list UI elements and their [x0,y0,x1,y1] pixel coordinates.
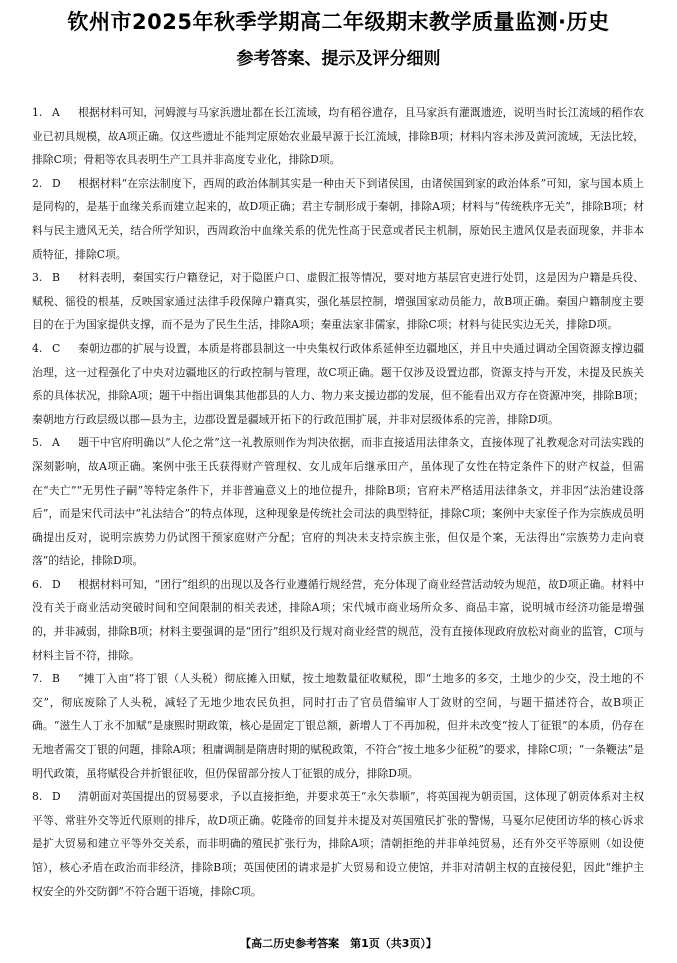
explanation-text: 根据材料“在宗法制度下，西周的政治体制其实是一种由天下到诸侯国，由诸侯国到家的政治体系”可知，家与国本质上是同构的，是基于血缘关系而建立起来的，故D项正确；君主专制形成于秦朝，排除A项；材料与“传统秩序无关”，排除B项；材料与民主遗风无关，结合所学知识，西周政治中血缘关系的优先性高于民意或者民主机制，原始民主遗风仅是表面现象，并非本质特征，排除C项。 [32,176,644,261]
page-subtitle: 参考答案、提示及评分细则 [236,49,441,69]
question-number: 2. [32,176,43,190]
question-number: 8. [32,790,43,804]
answer-item [32,337,644,431]
answer-item [32,266,644,337]
answer-explanation [32,101,644,172]
answer-item [32,667,644,785]
explanation-text: 根据材料可知，“团行”组织的出现以及各行业遵循行规经营，充分体现了商业经营活动较为规范，故D项正确。材料中没有关于商业活动突破时间和空间限制的相关表述，排除A项；宋代城市商业场所众多、商品丰富，说明城市经济功能是增强的，并非减弱，排除B项；材料主要强调的是“团行”组织及行规对商业经营的规范，没有直接体现政府放松对商业的监管，C项与材料主旨不符，排除。 [32,577,644,662]
question-number: 6. [32,577,43,591]
answer-explanation [32,431,644,573]
answer-explanation [32,573,644,667]
answer-explanation [32,266,644,337]
question-number: 7. [32,672,43,686]
answer-letter: B [52,271,60,285]
answer-item [32,573,644,667]
answer-item [32,172,644,266]
explanation-text: 根据材料可知，河姆渡与马家浜遗址都在长江流域，均有稻谷遗存，且马家浜有灌溉遗迹，说明当时长江流域的稻作农业已初具规模，故A项正确。仅这些遗址不能判定原始农业最早源于长江流域，排除B项；材料内容未涉及黄河流域，无法比较，排除C项；骨耜等农具表明生产工具并非高度专业化，排除D项。 [32,106,644,167]
answer-list [32,101,644,903]
explanation-text: 材料表明，秦国实行户籍登记，对于隐匿户口、虚假汇报等情况，要对地方基层官吏进行处罚，这是因为户籍是兵役、赋税、徭役的根基，反映国家通过法律手段保障户籍真实，强化基层控制，增强国家动员能力，故B项正确。秦国户籍制度主要目的在于为国家提供支撑，而不是为了民生生活，排除A项；秦重法家非儒家，排除C项；材料与徒民实边无关，排除D项。 [32,271,644,332]
question-number: 5. [32,436,43,450]
answer-item [32,431,644,573]
answer-letter: C [52,341,61,355]
explanation-text: “摊丁入亩”将丁银（人头税）彻底摊入田赋，按土地数量征收赋税，即“土地多的多交，土地少的少交，没土地的不交”，彻底废除了人头税，减轻了无地少地农民负担，同时打击了官员借编审人丁敛财的空间，与题干描述符合，故B项正确。“滋生人丁永不加赋”是康熙时期政策，核心是固定丁银总额，新增人丁不再加税，但并未改变“按人丁征银”的本质，仍存在无地者需交丁银的问题，排除A项；租庸调制是隋唐时期的赋税政策，不符合“按土地多少征税”的要求，排除C项；“一条鞭法”是明代政策，虽将赋役合并折银征收，但仍保留部分按人丁征银的成分，排除D项。 [32,672,644,780]
answer-letter: D [52,176,61,190]
answer-letter: A [52,436,60,450]
question-number: 3. [32,271,43,285]
explanation-text: 清朝面对英国提出的贸易要求，予以直接拒绝，并要求英王“永矢恭顺”，将英国视为朝贡国，这体现了朝贡体系对主权平等、常驻外交等近代原则的排斥，故D项正确。乾隆帝的回复并未提及对英国殖民扩张的警惕，马戛尔尼使团访华的核心诉求是扩大贸易和建立平等外交关系，而非明确的殖民扩张行为，排除A项；清朝拒绝的并非单纯贸易，还有外交平等原则（如设使馆），核心矛盾在政治而非经济，排除B项；英国使团的请求是扩大贸易和设立使馆，并非对清朝主权的直接侵犯，因此“维护主权安全的外交防御”不符合题干语境，排除C项。 [32,790,644,898]
question-number: 1. [32,106,43,119]
answer-explanation [32,337,644,431]
explanation-text: 秦朝边郡的扩展与设置，本质是将郡县制这一中央集权行政体系延伸至边疆地区，并且中央通过调动全国资源支撑边疆治理，这一过程强化了中央对边疆地区的行政控制与管理，故C项正确。题干仅涉及设置边郡，资源支持与开发，未提及民族关系的具体状况，排除A项；题干中指出调集其他郡县的人力、物力来支援边郡的发展，但不能看出双方存在资源冲突，排除B项；秦朝地方行政层级以郡—县为主，边郡设置是疆域开拓下的行政范围扩展，并非对层级体系的完善，排除D项。 [32,341,644,426]
answer-explanation [32,785,644,903]
question-number: 4. [32,341,43,355]
answer-letter: D [52,577,61,591]
page-footer: 【高二历史参考答案 第1页（共3页）】 [240,937,437,950]
explanation-text: 题干中官府明确以“人伦之常”这一礼教原则作为判决依据，而非直接适用法律条文，直接体现了礼教观念对司法实践的深刻影响，故A项正确。案例中张王氏获得财产管理权、女儿成年后继承田产，虽体现了女性在特定条件下的财产权益，但需在“夫亡”“无男性子嗣”等特定条件下，并非普遍意义上的地位提升，排除B项；官府未严格适用法律条文，并非因“法治建设落后”，而是宋代司法中“礼法结合”的特点体现，这种现象是传统社会司法的典型特征，排除C项；案例中夫家侄子作为宗族成员明确提出反对，说明宗族势力仍试图干预家庭财产分配；官府的判决未支持宗族主张，但仅是个案，无法得出“宗族势力走向衰落”的结论，排除D项。 [32,436,644,568]
answer-item [32,785,644,903]
answer-letter: A [52,106,60,119]
answer-letter: D [52,790,61,804]
answer-letter: B [52,672,60,686]
answer-explanation [32,667,644,785]
answer-item [32,101,644,172]
page-title: 钦州市2025年秋季学期高二年级期末教学质量监测·历史 [67,10,610,34]
answer-explanation [32,172,644,266]
